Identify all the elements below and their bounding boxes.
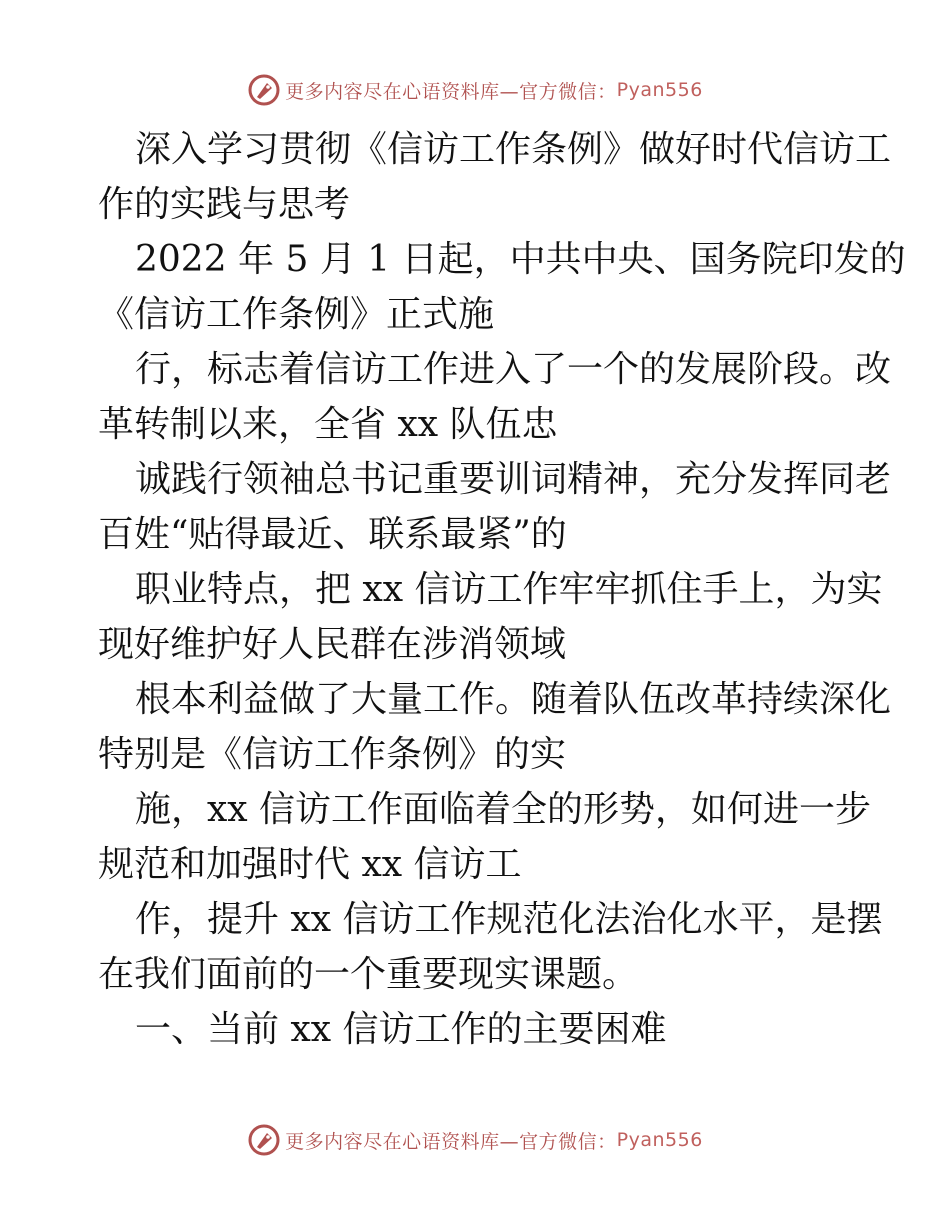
document-line	[98, 177, 858, 232]
document-line	[98, 287, 858, 342]
document-line	[98, 617, 858, 672]
line-text: 百姓“贴得最近、联系最紧”的	[98, 514, 567, 555]
line-text: 现好维护好人民群在涉消领域	[98, 624, 567, 665]
line-text: 施，xx 信访工作面临着全的形势，如何进一步	[135, 789, 872, 830]
pen-nib-logo-icon	[247, 73, 281, 107]
line-text: 作的实践与思考	[98, 184, 351, 225]
pen-nib-logo-icon	[247, 1123, 281, 1157]
line-text: 作，提升 xx 信访工作规范化法治化水平，是摆	[135, 899, 883, 940]
document-line	[98, 232, 906, 287]
line-text: 在我们面前的一个重要现实课题。	[98, 954, 639, 995]
header-watermark	[0, 70, 950, 110]
line-text: 职业特点，把 xx 信访工作牢牢抓住手上，为实	[135, 569, 883, 610]
document-line	[98, 672, 892, 727]
document-line	[98, 397, 858, 452]
line-text: 根本利益做了大量工作。随着队伍改革持续深化	[135, 679, 892, 720]
line-text: 规范和加强时代 xx 信访工	[98, 844, 522, 885]
document-line	[98, 342, 892, 397]
watermark-wechat-id: Pyan556	[616, 79, 703, 101]
document-line	[98, 782, 872, 837]
line-text: 2022 年 5 月 1 日起，中共中央、国务院印发的	[135, 239, 906, 280]
document-line	[98, 452, 892, 507]
line-text: 深入学习贯彻《信访工作条例》做好时代信访工	[135, 129, 892, 170]
line-text: 行，标志着信访工作进入了一个的发展阶段。改	[135, 349, 892, 390]
line-text: 特别是《信访工作条例》的实	[98, 734, 567, 775]
document-line	[98, 122, 892, 177]
line-text: 《信访工作条例》正式施	[98, 294, 495, 335]
document-line	[98, 1002, 858, 1057]
document-line	[98, 727, 858, 782]
watermark-wechat-id: Pyan556	[616, 1129, 703, 1151]
line-text: 一、当前 xx 信访工作的主要困难	[135, 1009, 667, 1050]
watermark-text: 更多内容尽在心语资料库—官方微信：	[285, 80, 617, 103]
document-line	[98, 837, 858, 892]
document-body	[98, 122, 906, 1057]
line-text: 革转制以来，全省 xx 队伍忠	[98, 404, 558, 445]
document-line	[98, 892, 883, 947]
watermark-text: 更多内容尽在心语资料库—官方微信：	[285, 1130, 617, 1153]
document-line	[98, 562, 883, 617]
document-line	[98, 507, 858, 562]
document-line	[98, 947, 858, 1002]
line-text: 诚践行领袖总书记重要训词精神，充分发挥同老	[135, 459, 892, 500]
footer-watermark	[0, 1120, 950, 1160]
